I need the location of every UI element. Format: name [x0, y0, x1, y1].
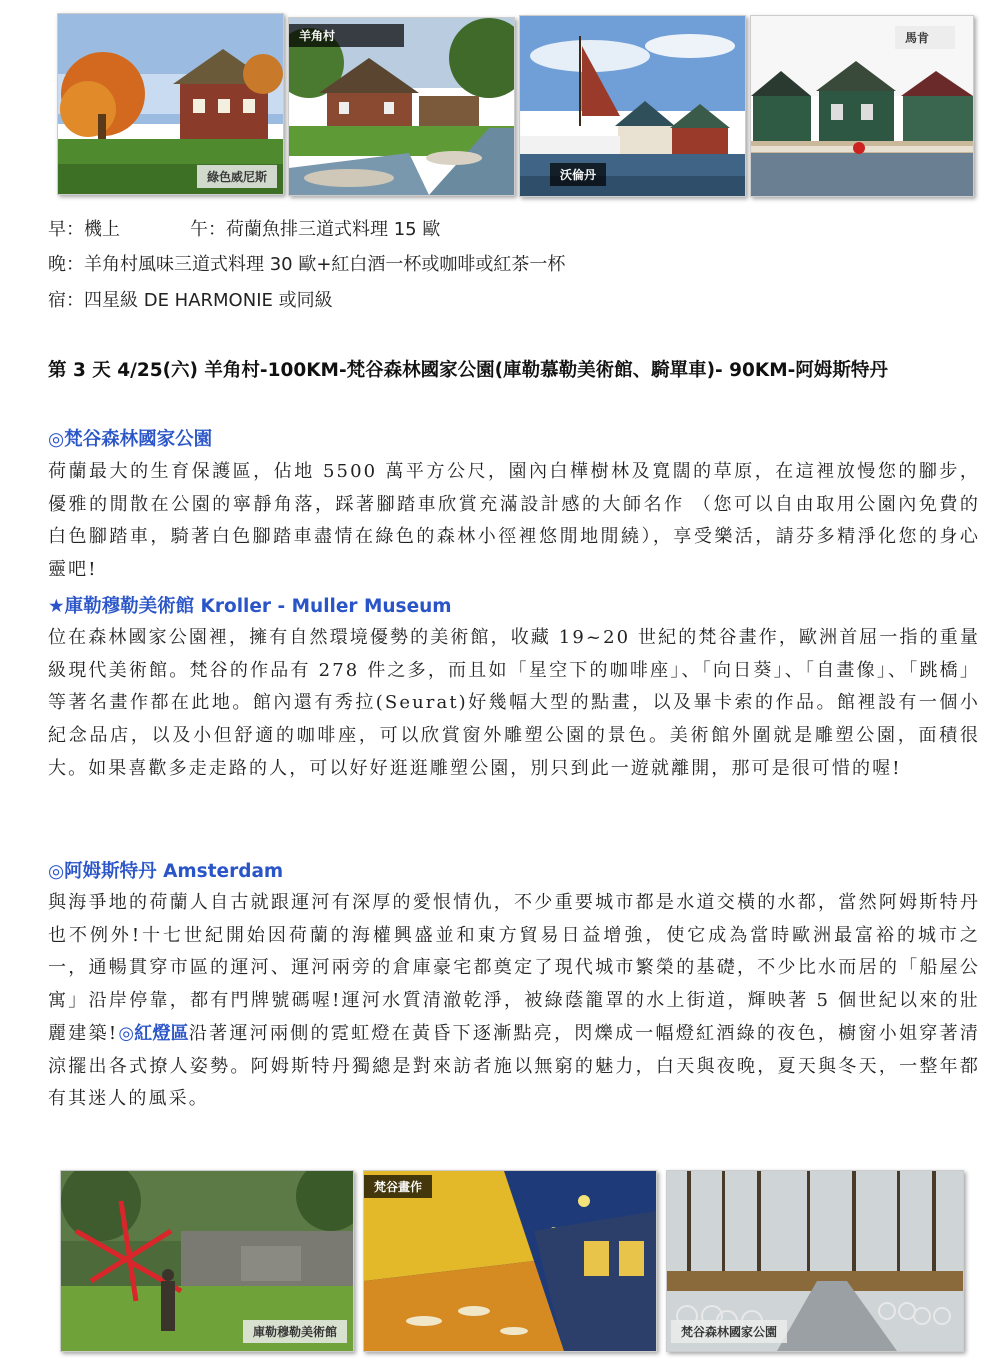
red-light-district-highlight: ◎紅燈區: [118, 1022, 189, 1044]
section-heading-park: ◎梵谷森林國家公園: [48, 429, 213, 450]
lodging: 宿：四星級 DE HARMONIE 或同級: [48, 290, 333, 311]
amsterdam-text-part-b: 沿著運河兩側的霓虹燈在黃昏下逐漸點亮，閃爍成一幅燈紅酒綠的夜色，櫥窗小姐穿著清涼擺出各式撩人姿勢。阿姆斯特丹獨總是對來訪者施以無窮的魅力，白天與夜晚，夏天與冬天，一整年都有其迷人的風采。: [48, 1022, 980, 1110]
amsterdam-text-part-a: 與海爭地的荷蘭人自古就跟運河有深厚的愛恨情仇，不少重要城市都是水道交橫的水都，當然阿姆斯特丹也不例外!十七世紀開始因荷蘭的海權興盛並和東方貿易日益增強，使它成為當時歐洲最富裕的城市之一，通暢貫穿市區的運河、運河兩旁的倉庫豪宅都奠定了現代城市繁榮的基礎，不少比水而居的「船屋公寓」沿岸停靠，都有門牌號碼喔!運河水質清澈乾淨，被綠蔭籠罩的水上街道，輝映著 5 個世紀以來的壯麗建築!: [48, 892, 980, 1044]
meal-dinner: 晚：羊角村風味三道式料理 30 歐+紅白酒一杯或咖啡或紅茶一杯: [48, 254, 566, 275]
meal-lunch: 午：荷蘭魚排三道式料理 15 歐: [190, 219, 441, 240]
section-heading-amsterdam: ◎阿姆斯特丹 Amsterdam: [48, 861, 284, 882]
photo-caption: 沃倫丹: [550, 163, 606, 186]
cafe-terrace-painting-image: [364, 1171, 656, 1351]
section-text-museum: 位在森林國家公園裡，擁有自然環境優勢的美術館，收藏 19~20 世紀的梵谷畫作，歐洲首屈一指的重量級現代美術館。梵谷的作品有 278 件之多，而且如「星空下的咖啡座」、「向日葵」、「自畫像」、「跳橋」等著名畫作都在此地。館內還有秀拉(Seurat)好幾幅大型的點畫，以及畢卡索的作品。館裡設有一個小紀念品店，以及小但舒適的咖啡座，可以欣賞窗外雕塑公園的景色。美術館外圍就是雕塑公園，面積很大。如果喜歡多走走路的人，可以好好逛逛雕塑公園，別只到此一遊就離開，那可是很可惜的喔!: [48, 627, 980, 779]
section-text-park: 荷蘭最大的生育保護區，佔地 5500 萬平方公尺，園內白樺樹林及寬闊的草原，在這裡放慢您的腳步，優雅的閒散在公園的寧靜角落，踩著腳踏車欣賞充滿設計感的大師名作 （您可以自由取用公園內免費的白色腳踏車，騎著白色腳踏車盡情在綠色的森林小徑裡悠閒地閒繞），享受樂活，請芬多精淨化您的身心靈吧!: [48, 461, 980, 581]
day-title: 第 3 天 4/25(六) 羊角村-100KM-梵谷森林國家公園(庫勒慕勒美術館、騎單車)- 90KM-阿姆斯特丹: [48, 360, 888, 381]
section-text-amsterdam: [48, 887, 980, 1116]
photo-caption: 羊角村: [289, 24, 404, 47]
photo-caption: 綠色威尼斯: [197, 165, 277, 188]
photo-national-park-bicycles: [666, 1170, 964, 1352]
photo-giethoorn-village: [288, 17, 515, 196]
photo-caption: 梵谷森林國家公園: [671, 1320, 787, 1343]
photo-caption: 梵谷畫作: [364, 1175, 432, 1198]
section-heading-museum: ★庫勒穆勒美術館 Kroller - Muller Museum: [48, 596, 452, 617]
photo-giethoorn-green-venice: [57, 13, 284, 195]
meal-breakfast: 早：機上: [48, 219, 120, 240]
photo-kroller-muller-museum: [60, 1170, 354, 1352]
photo-van-gogh-painting: [363, 1170, 657, 1352]
photo-marken: [750, 15, 974, 197]
photo-caption: 庫勒穆勒美術館: [243, 1320, 347, 1343]
photo-caption: 馬肯: [895, 26, 955, 49]
photo-volendam: [519, 15, 746, 197]
